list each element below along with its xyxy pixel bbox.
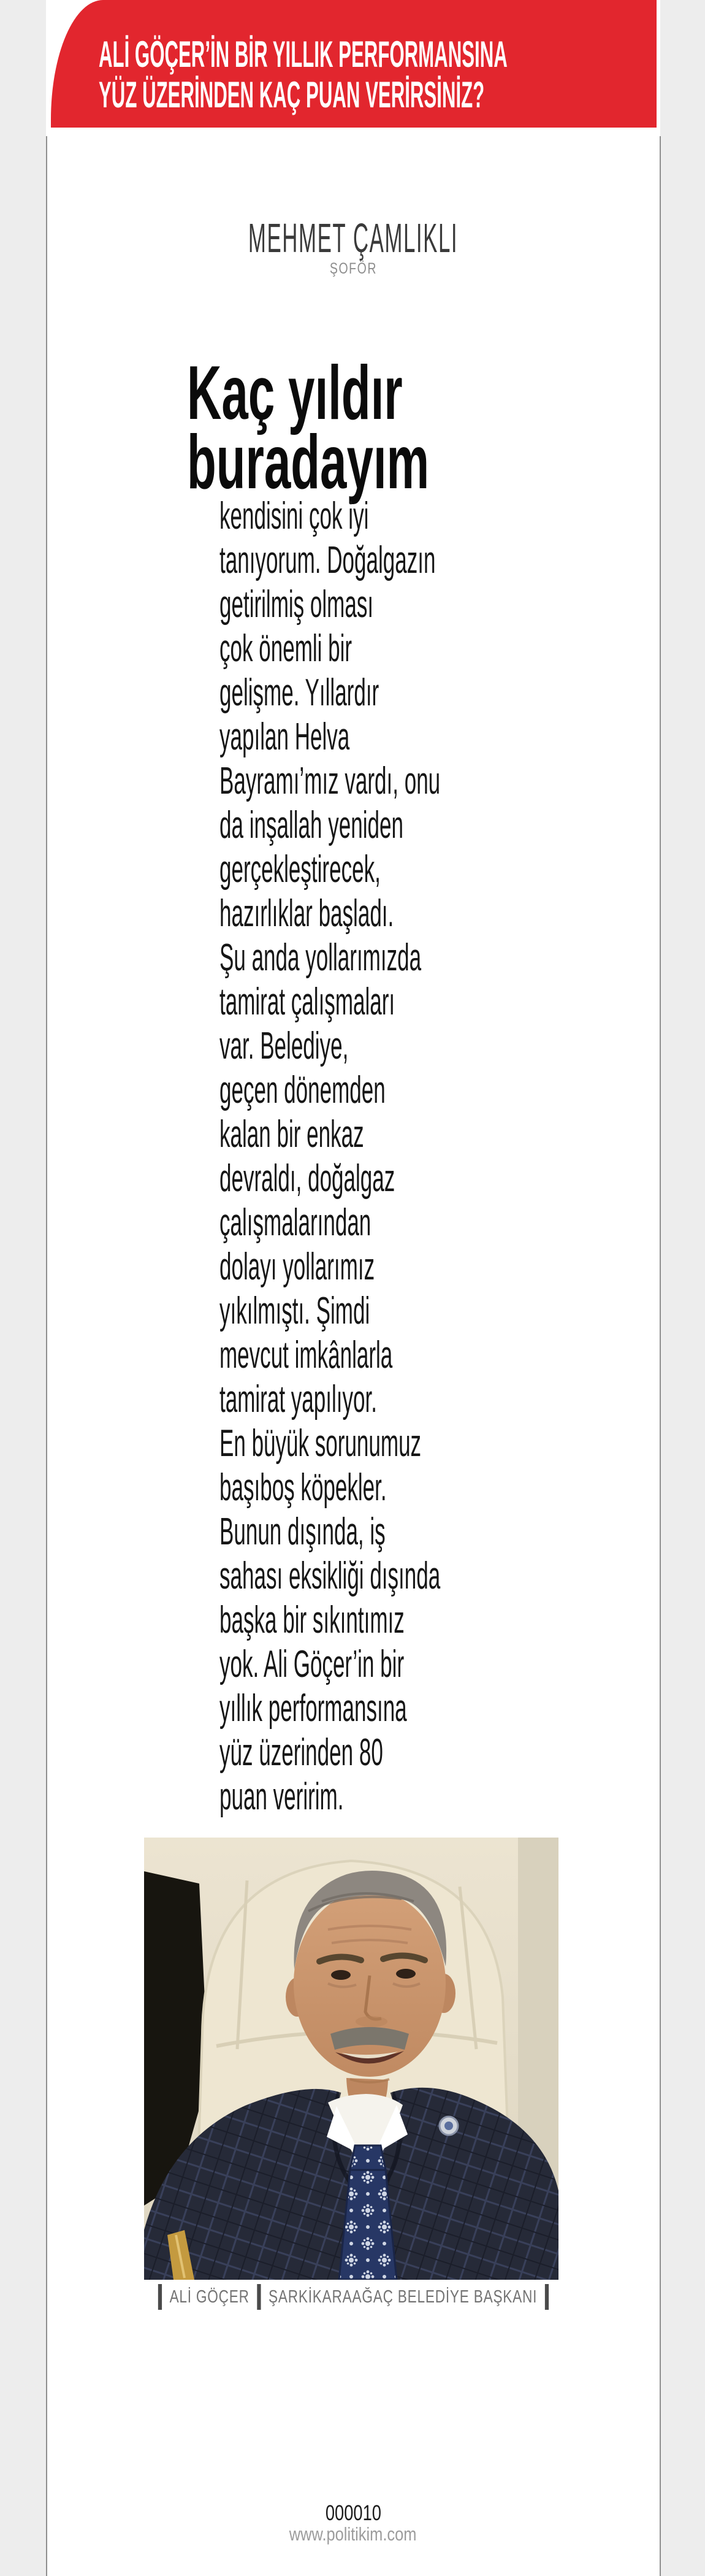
answer-line: tamirat yapılıyor. bbox=[219, 1378, 377, 1420]
answer-line: mevcut imkânlarla bbox=[219, 1334, 393, 1376]
interview-answer bbox=[219, 494, 440, 1819]
answer-line: yüz üzerinden 80 bbox=[219, 1731, 383, 1774]
column-right-border bbox=[660, 136, 661, 2576]
banner-question-line1: ALİ GÖÇER’İN BİR YILLIK PERFORMANSINA bbox=[99, 34, 508, 75]
answer-line: çok önemli bir bbox=[219, 627, 352, 670]
answer-line: kalan bir enkaz bbox=[219, 1113, 364, 1156]
answer-line: yok. Ali Göçer’in bir bbox=[219, 1643, 405, 1685]
photo-caption bbox=[158, 2284, 548, 2310]
answer-line: Şu anda yollarımızda bbox=[219, 937, 422, 979]
interviewee-role: ŞOFÖR bbox=[329, 260, 377, 277]
answer-line: Bunun dışında, iş bbox=[219, 1511, 386, 1553]
answer-line: yapılan Helva bbox=[219, 716, 350, 758]
answer-line: da inşallah yeniden bbox=[219, 804, 403, 846]
answer-line: başıboş köpekler. bbox=[219, 1466, 387, 1509]
answer-line: getirilmiş olması bbox=[219, 583, 374, 626]
answer-line: gelişme. Yıllardır bbox=[219, 672, 379, 714]
portrait-illustration bbox=[144, 1838, 558, 2280]
answer-line: tanıyorum. Doğalgazın bbox=[219, 539, 436, 581]
answer-line: puan veririm. bbox=[219, 1776, 344, 1818]
caption-separator-bar bbox=[158, 2284, 161, 2310]
answer-line: Bayramı’mız vardı, onu bbox=[219, 760, 441, 802]
answer-line: çalışmalarından bbox=[219, 1202, 372, 1244]
answer-line: yıkılmıştı. Şimdi bbox=[219, 1290, 370, 1332]
banner-question-line2: YÜZ ÜZERİNDEN KAÇ PUAN VERİRSİNİZ? bbox=[99, 74, 485, 115]
answer-line: hazırlıklar başladı. bbox=[219, 892, 394, 935]
answer-line: En büyük sorunumuz bbox=[219, 1422, 422, 1465]
answer-line: kendisini çok iyi bbox=[219, 495, 369, 537]
banner-question bbox=[99, 34, 508, 115]
interviewee-name: MEHMET ÇAMLIKLI bbox=[248, 215, 459, 261]
caption-separator-bar bbox=[257, 2284, 261, 2310]
answer-line: yıllık performansına bbox=[219, 1687, 407, 1730]
page-code: 000010 bbox=[325, 2501, 381, 2525]
website-url: www.politikim.com bbox=[289, 2523, 417, 2545]
headline-line2: buradayım bbox=[187, 420, 430, 505]
answer-line: devraldı, doğalgaz bbox=[219, 1157, 395, 1200]
answer-line: var. Belediye, bbox=[219, 1025, 349, 1067]
answer-line: gerçekleştirecek, bbox=[219, 848, 381, 891]
headline-line1: Kaç yıldır bbox=[187, 351, 403, 435]
article-headline bbox=[187, 351, 430, 505]
caption-separator-bar bbox=[544, 2284, 548, 2310]
question-banner bbox=[51, 0, 657, 128]
answer-line: sahası eksikliği dışında bbox=[219, 1555, 441, 1597]
caption-person-title: ŞARKİKARAAĞAÇ BELEDİYE BAŞKANI bbox=[268, 2287, 537, 2307]
answer-line: geçen dönemden bbox=[219, 1069, 386, 1111]
column-left-border bbox=[46, 136, 47, 2576]
answer-line: tamirat çalışmaları bbox=[219, 981, 395, 1023]
caption-person-name: ALİ GÖÇER bbox=[169, 2287, 250, 2307]
answer-line: dolayı yollarımız bbox=[219, 1246, 375, 1288]
ali-gocer-photo bbox=[144, 1838, 558, 2280]
answer-line: başka bir sıkıntımız bbox=[219, 1599, 405, 1641]
